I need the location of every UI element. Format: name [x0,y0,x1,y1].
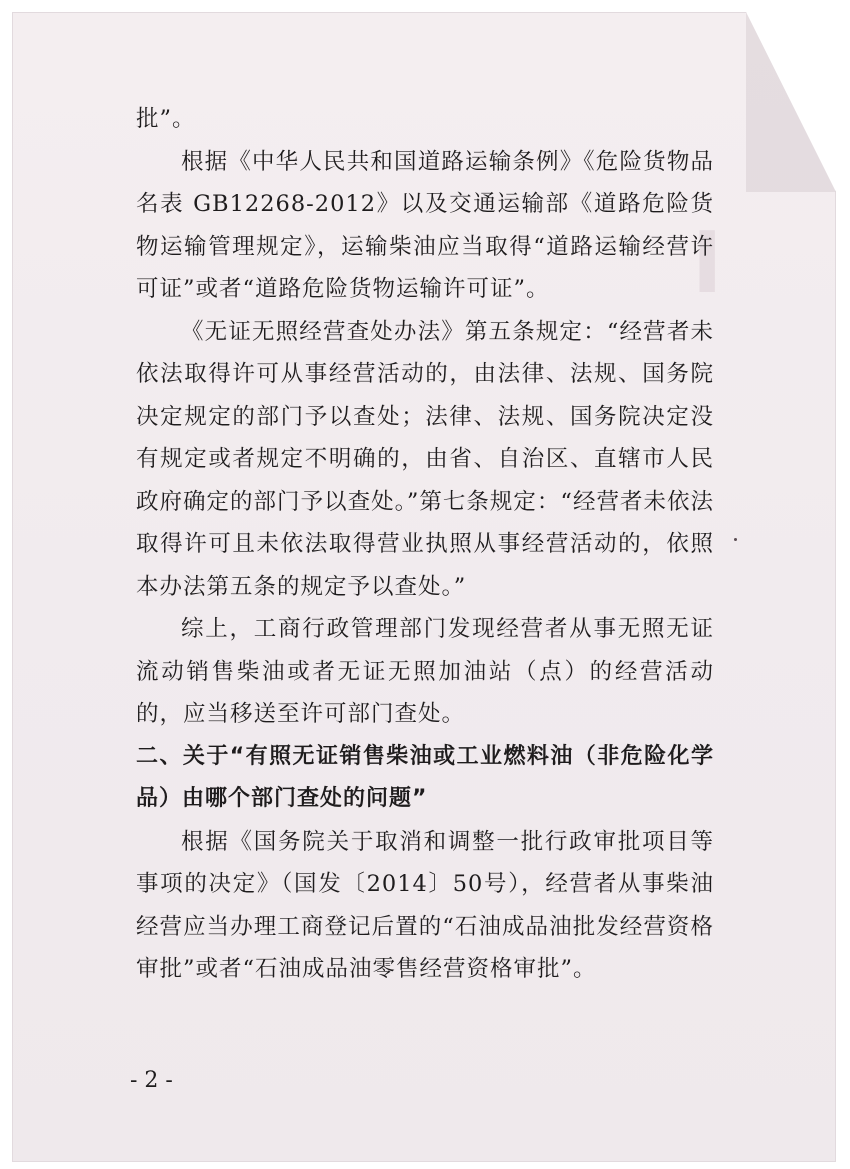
paragraph-summary: 综上，工商行政管理部门发现经营者从事无照无证流动销售柴油或者无证无照加油站（点）的经营活动的，应当移送至许可部门查处。 [136,616,714,727]
paragraph-transport-regulations: 根据《中华人民共和国道路运输条例》《危险货物品名表 GB12268-2012》以及交通运输部《道路危险货物运输管理规定》，运输柴油应当取得“道路运输经营许可证”或者“道路危险货物运输许可证”。 [136,148,714,302]
folded-corner [746,12,836,192]
section-heading-two: 二、关于“有照无证销售柴油或工业燃料油（非危险化学品）由哪个部门查处的问题” [136,743,714,811]
page-number: - 2 - [130,1068,173,1093]
bleed-through-letterhead: ▍ [700,232,742,292]
document-body [136,98,714,991]
paragraph-unlicensed-business-measures: 《无证无照经营查处办法》第五条规定：“经营者未依法取得许可从事经营活动的，由法律、法规、国务院决定规定的部门予以查处；法律、法规、国务院决定没有规定或者规定不明确的，由省、自治区、直辖市人民政府确定的部门予以查处。”第七条规定：“经营者未依法取得许可且未依法取得营业执照从事经营活动的，依照本办法第五条的规定予以查处。” [136,318,714,600]
paragraph-state-council-decision: 根据《国务院关于取消和调整一批行政审批项目等事项的决定》（国发〔2014〕50号），经营者从事柴油经营应当办理工商登记后置的“石油成品油批发经营资格审批”或者“石油成品油零售经营资格审批”。 [136,828,714,982]
paragraph-continuation: 批”。 [136,106,196,132]
scan-speck [734,538,737,541]
